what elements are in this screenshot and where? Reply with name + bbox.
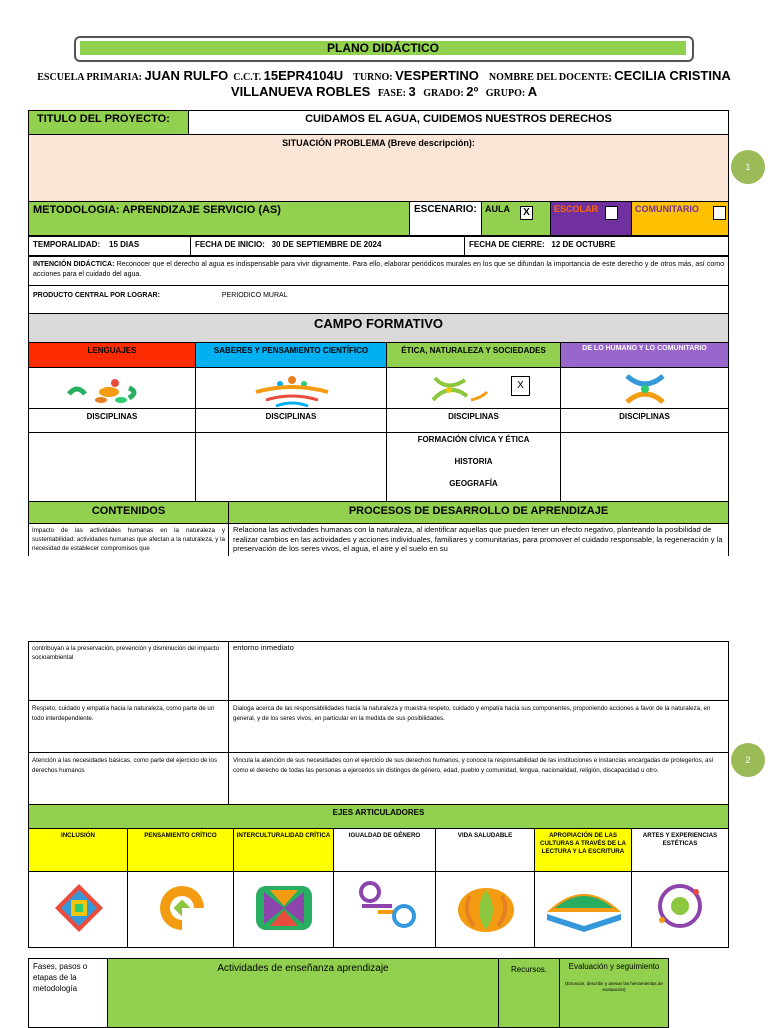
eje-igualdad-genero: IGUALDAD DE GÉNERO [333,828,436,872]
actividades-header: Actividades de enseñanza aprendizaje [107,958,499,1028]
eje-logo-cell-inclusion [28,871,128,948]
aula-checkbox[interactable]: X [520,206,533,220]
eje-logo-cell-vida-saludable [435,871,535,948]
eje-logo-cell-pensamiento [127,871,234,948]
fecha-cierre-label: FECHA DE CIERRE: [469,240,545,249]
school-info-line [0,68,768,83]
temporalidad-cell [28,236,191,256]
logo-cell-etica [386,367,561,409]
proceso-row-3: Vincula la atención de sus necesidades con el ejercicio de sus derechos humanos, y conoce la responsabilidad de las instituciones e instancias encargadas de protegerlos, así como el derecho de todas las personas a ejercerlos sin distingos de género, edad, pueblo y comunidad, lengua, nacionalidad, religión, discapacidad u otro. [228,752,729,805]
eje-inclusion: INCLUSIÓN [28,828,128,872]
proceso-row-2: Dialoga acerca de las responsabilidades hacia la naturaleza y muestra respeto, cuidado y empatía hacia sus componentes, proponiendo acciones a favor de la naturaleza, en general, y de los seres vivos, en particular en la medida de sus posibilidades. [228,700,729,753]
comunitario-cell [631,201,729,236]
producto-cell [28,285,729,314]
contenidos-header: CONTENIDOS [28,501,229,524]
disciplinas-humano [560,432,729,502]
producto-value: PERIODICO MURAL [221,292,288,299]
fecha-cierre-value: 12 DE OCTUBRE [551,240,616,249]
humano-logo-icon [561,368,729,409]
ejes-title: EJES ARTICULADORES [28,804,729,829]
page-number-1: 1 [731,150,765,184]
page-number-2: 2 [731,743,765,777]
disciplinas-label-lenguajes: DISCIPLINAS [28,408,196,433]
artes-experiencias-icon [632,872,729,948]
escenario-label: ESCENARIO: [409,201,482,236]
logo-cell-saberes [195,367,387,409]
contenido-row-1-cont: contribuyan a la preservación, prevención y disminución del impacto socioambiental [28,641,229,701]
pensamiento-critico-icon [128,872,234,948]
campo-saberes: SABERES Y PENSAMIENTO CIENTÍFICO [195,342,387,368]
fecha-inicio-cell [190,236,465,256]
turno-label: TURNO: [353,72,393,83]
proceso-row-1: Relaciona las actividades humanas con la naturaleza, al identificar aquellas que pueden tener un efecto negativo, planteando la posibilidad de realizar cambios en las actividades y acciones individuales, familiares y comunitarias, para promover el cuidado responsable, la regeneración y la preservación de los seres vivos, el agua, el aire y el suelo en su [228,523,729,556]
fecha-inicio-value: 30 DE SEPTIEMBRE DE 2024 [271,240,382,249]
temporalidad-value: 15 DIAS [109,240,140,249]
cct-value: 15EPR4104U [263,68,344,83]
intencion-label: INTENCIÓN DIDÁCTICA: [33,261,115,268]
titulo-label: TITULO DEL PROYECTO: [28,110,189,135]
fase-value: 3 [408,84,416,99]
temporalidad-label: TEMPORALIDAD: [33,240,101,249]
etica-logo-icon [387,368,507,409]
fase-label: FASE: [377,88,406,99]
docente-value-1: CECILIA CRISTINA [614,68,731,83]
producto-label: PRODUCTO CENTRAL POR LOGRAR: [33,292,160,299]
eje-logo-cell-interculturalidad [233,871,334,948]
disciplinas-label-saberes: DISCIPLINAS [195,408,387,433]
eje-vida-saludable: VIDA SALUDABLE [435,828,535,872]
docente-value-2: VILLANUEVA ROBLES [230,84,371,99]
aula-label: AULA [485,204,510,214]
fecha-cierre-cell [464,236,729,256]
intencion-text: Reconocer que el derecho al agua es indispensable para vivir dignamente. Para ello, elaborar periódicos murales en los que se difundan la importancia de este derecho y de otros más, así como acciones para el cuidado del agua. [33,261,724,278]
grupo-label: GRUPO: [485,88,526,99]
teacher-info-line [0,84,768,99]
apropiacion-culturas-icon [535,872,632,948]
fases-header: Fases, pasos o etapas de la metodología [28,958,108,1028]
disciplina-item: GEOGRAFÍA [449,479,498,488]
campo-lenguajes: LENGUAJES [28,342,196,368]
interculturalidad-icon [234,872,334,948]
docente-label: NOMBRE DEL DOCENTE: [488,72,612,83]
contenido-row-3: Atención a las necesidades básicas, como parte del ejercicio de los derechos humanos [28,752,229,805]
campo-etica: ÉTICA, NATURALEZA Y SOCIEDADES [386,342,561,368]
disciplinas-label-humano: DISCIPLINAS [560,408,729,433]
etica-checkbox[interactable]: X [511,376,530,396]
escuela-label: ESCUELA PRIMARIA: [37,72,142,83]
metodologia: METODOLOGIA: APRENDIZAJE SERVICIO (AS) [28,201,410,236]
grupo-value: A [527,84,538,99]
situacion-problema: SITUACIÓN PROBLEMA (Breve descripción): [28,134,729,202]
logo-cell-humano [560,367,729,409]
disciplinas-saberes [195,432,387,502]
comunitario-label: COMUNITARIO [635,204,699,214]
grado-label: GRADO: [423,88,464,99]
proceso-row-1-cont: entorno inmediato [228,641,729,701]
comunitario-checkbox[interactable] [713,206,726,220]
eje-logo-cell-apropiacion [534,871,632,948]
recursos-header: Recursos. [498,958,560,1028]
grado-value: 2º [466,84,479,99]
fecha-inicio-label: FECHA DE INICIO: [195,240,265,249]
eje-logo-cell-artes [631,871,729,948]
document-title: PLANO DIDÁCTICO [80,41,686,55]
disciplinas-lenguajes [28,432,196,502]
saberes-logo-icon [196,368,387,409]
inclusion-icon [29,872,128,948]
evaluacion-label: Evaluación y seguimiento [568,962,660,971]
cct-label: C.C.T. [233,72,262,83]
eje-interculturalidad: INTERCULTURALIDAD CRÍTICA [233,828,334,872]
turno-value: VESPERTINO [395,68,479,83]
evaluacion-note: (Enunciar, describir y anexar las herramientas de evaluación) [565,981,663,992]
escolar-cell [550,201,632,236]
disciplina-item: FORMACIÓN CÍVICA Y ÉTICA [417,435,530,444]
lenguajes-logo-icon [29,368,196,409]
contenido-row-2: Respeto, cuidado y empatía hacia la naturaleza, como parte de un todo interdependiente. [28,700,229,753]
logo-cell-lenguajes [28,367,196,409]
campo-humano: DE LO HUMANO Y LO COMUNITARIO [560,342,729,368]
eje-apropiacion-culturas: APROPIACIÓN DE LAS CULTURAS A TRAVÉS DE LA LECTURA Y LA ESCRITURA [534,828,632,872]
campo-formativo-title: CAMPO FORMATIVO [28,313,729,343]
disciplina-item: HISTORIA [454,457,493,466]
disciplinas-label-etica: DISCIPLINAS [386,408,561,433]
vida-saludable-icon [436,872,535,948]
evaluacion-header [559,958,669,1028]
escolar-label: ESCOLAR [554,204,599,214]
intencion-didactica [28,256,729,286]
eje-pensamiento-critico: PENSAMIENTO CRÍTICO [127,828,234,872]
escuela-value: JUAN RULFO [144,68,229,83]
eje-artes: ARTES Y EXPERIENCIAS ESTÉTICAS [631,828,729,872]
escolar-checkbox[interactable] [605,206,618,220]
eje-logo-cell-igualdad [333,871,436,948]
contenido-row-1: Impacto de las actividades humanas en la naturaleza y sustentabilidad: actividades humanas que afectan a la naturaleza, y la necesidad de establecer compromisos que [28,523,229,556]
disciplinas-etica [386,432,561,502]
procesos-header: PROCESOS DE DESARROLLO DE APRENDIZAJE [228,501,729,524]
titulo-value: CUIDAMOS EL AGUA, CUIDEMOS NUESTROS DERECHOS [188,110,729,135]
aula-cell [481,201,551,236]
igualdad-genero-icon [334,872,436,948]
